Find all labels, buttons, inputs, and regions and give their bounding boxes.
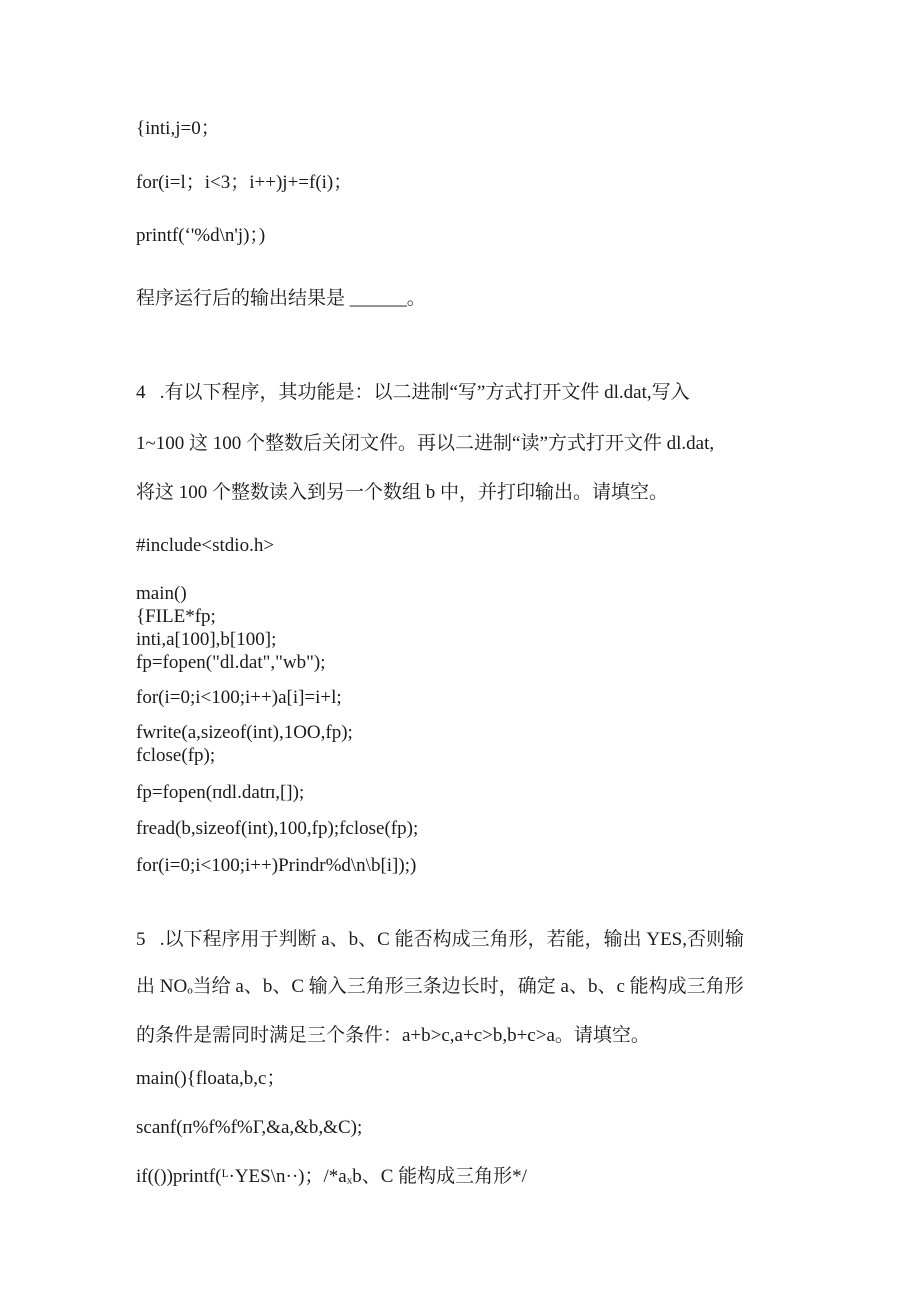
- code-line-declaration: {inti,j=0；: [136, 118, 220, 139]
- code-line-printf: printf(‘'%d\n'j)；): [136, 225, 266, 246]
- code-line-print-loop: for(i=0;i<100;i++)Prindr%d\n\b[i]);): [136, 855, 417, 876]
- question-4-text-line-2: 1~100 这 100 个整数后关闭文件。再以二进制“读”方式打开文件 dl.dat,: [136, 433, 715, 454]
- code-line-include: #include<stdio.h>: [136, 535, 275, 556]
- question-5-text-line-3: 的条件是需同时满足三个条件：a+b>c,a+c>b,b+c>a。请填空。: [136, 1025, 650, 1046]
- code-line-for-loop: for(i=l；i<3；i++)j+=f(i)；: [136, 172, 353, 193]
- code-line-fopen-read: fp=fopen(ᴨdl.datᴨ,[]);: [136, 782, 305, 803]
- question-4-text-line-3: 将这 100 个整数读入到另一个数组 b 中，并打印输出。请填空。: [136, 482, 669, 503]
- code-line-if-printf: if(())printf(ᴸ·YES\n··)；/*aₓb、C 能构成三角形*/: [136, 1166, 527, 1187]
- code-line-main-floats: main(){floata,b,c；: [136, 1068, 286, 1089]
- code-line-file-decl: {FILE*fp;: [136, 606, 216, 627]
- code-line-scanf: scanf(ᴨ%f%f%Γ,&a,&b,&C);: [136, 1117, 363, 1138]
- question-5-text-line-1: 5 .以下程序用于判断 a、b、C 能否构成三角形，若能，输出 YES,否则输: [136, 929, 745, 950]
- code-line-fwrite: fwrite(a,sizeof(int),1OO,fp);: [136, 722, 353, 743]
- code-line-main: main(): [136, 583, 187, 604]
- question-4-text-line-1: 4 .有以下程序，其功能是：以二进制“写”方式打开文件 dl.dat,写入: [136, 382, 690, 403]
- code-line-fill-loop: for(i=0;i<100;i++)a[i]=i+l;: [136, 687, 342, 708]
- question-5-text-line-2: 出 NOₒ当给 a、b、C 输入三角形三条边长时，确定 a、b、c 能构成三角形: [136, 976, 744, 997]
- code-line-fopen-write: fp=fopen("dl.dat","wb");: [136, 652, 326, 673]
- code-line-array-decl: inti,a[100],b[100];: [136, 629, 277, 650]
- question-3-prompt: 程序运行后的输出结果是 ______。: [136, 288, 426, 309]
- code-line-fread: fread(b,sizeof(int),100,fp);fclose(fp);: [136, 818, 419, 839]
- code-line-fclose: fclose(fp);: [136, 745, 216, 766]
